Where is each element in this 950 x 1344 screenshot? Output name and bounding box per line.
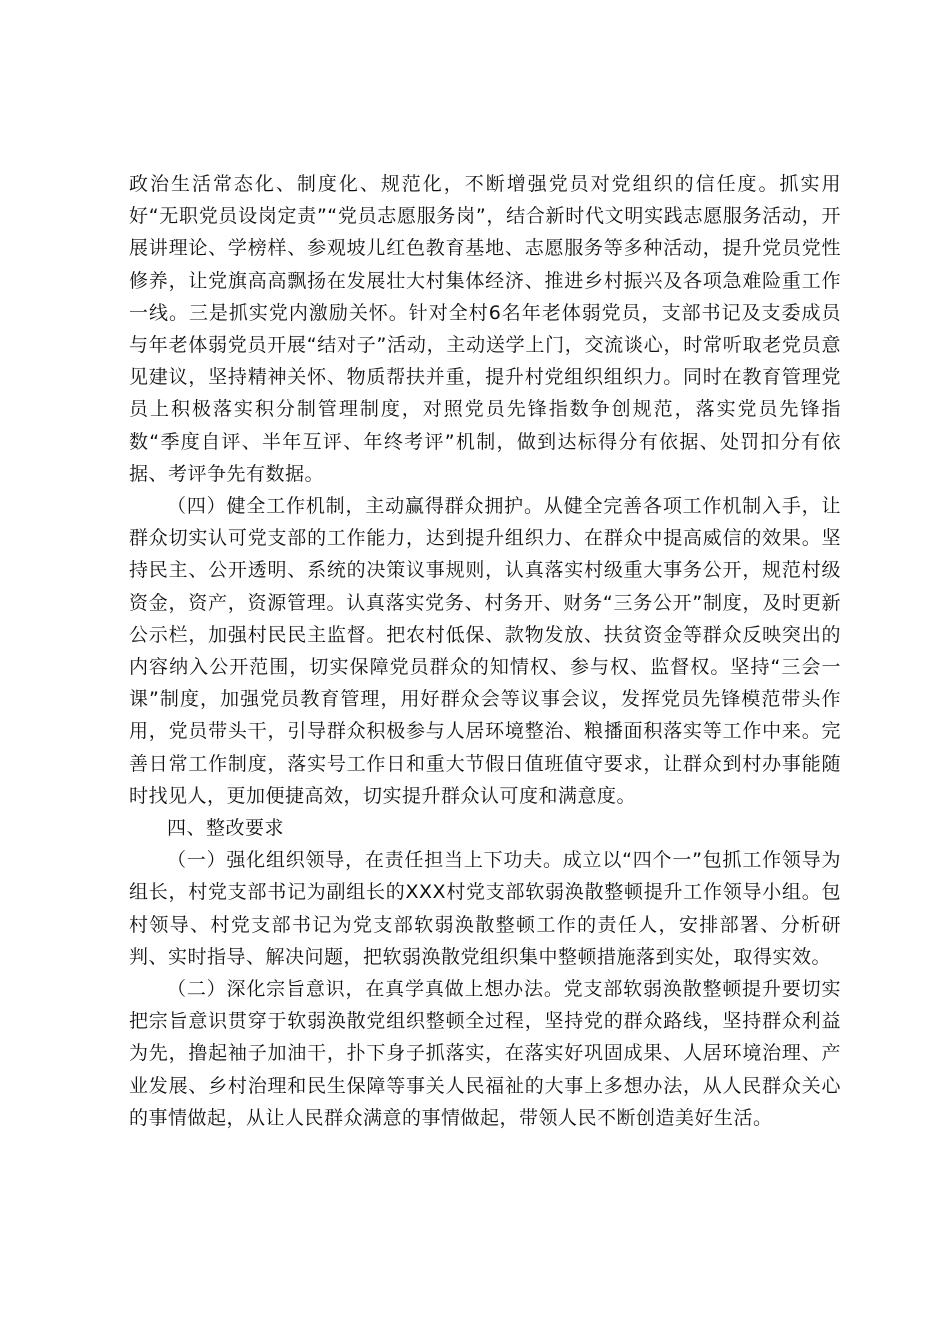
paragraph-section-4-mechanism: （四）健全工作机制，主动赢得群众拥护。从健全完善各项工作机制入手，让群众切实认可党支部的工作能力，达到提升组织力、在群众中提高威信的效果。坚持民主、公开透明、系统的决策议事规则，认真落实村级重大事务公开，规范村级资金，资产，资源管理。认真落实党务、村务开、财务“三务公开”制度，及时更新公示栏，加强村民民主监督。把农村低保、款物发放、扶贫资金等群众反映突出的内容纳入公开范围，切实保障党员群众的知情权、参与权、监督权。坚持“三会一课”制度，加强党员教育管理，用好群众会等议事会议，发挥党员先锋模范带头作用，党员带头干，引导群众积极参与人居环境整治、粮播面积落实等工作中来。完善日常工作制度，落实号工作日和重大节假日值班值守要求，让群众到村办事能随时找见人，更加便捷高效，切实提升群众认可度和满意度。: [129, 495, 841, 807]
paragraph-continuation: 政治生活常态化、制度化、规范化，不断增强党员对党组织的信任度。抓实用好“无职党员设岗定责”“党员志愿服务岗”，结合新时代文明实践志愿服务活动，开展讲理论、学榜样、参观坡儿红色教育基地、志愿服务等多种活动，提升党员党性修养，让党旗高高飘扬在发展壮大村集体经济、推进乡村振兴及各项急难险重工作一线。三是抓实党内激励关怀。针对全村6名年老体弱党员，支部书记及支委成员与年老体弱党员开展“结对子”活动，主动送学上门，交流谈心，时常听取老党员意见建议，坚持精神关怀、物质帮扶并重，提升村党组织组织力。同时在教育管理党员上积极落实积分制管理制度，对照党员先锋指数争创规范，落实党员先锋指数“季度自评、半年互评、年终考评”机制，做到达标得分有依据、处罚扣分有依据、考评争先有数据。: [129, 173, 841, 485]
document-body: [129, 168, 841, 1134]
heading-rectification-requirements: 四、整改要求: [167, 817, 285, 840]
paragraph-requirement-2: （二）深化宗旨意识，在真学真做上想办法。党支部软弱涣散整顿提升要切实把宗旨意识贯穿于软弱涣散党组织整顿全过程，坚持党的群众路线，坚持群众利益为先，撸起袖子加油干，扑下身子抓落实，在落实好巩固成果、人居环境治理、产业发展、乡村治理和民生保障等事关人民福祉的大事上多想办法，从人民群众关心的事情做起，从让人民群众满意的事情做起，带领人民不断创造美好生活。: [129, 978, 841, 1129]
paragraph-requirement-1: （一）强化组织领导，在责任担当上下功夫。成立以“四个一”包抓工作领导为组长，村党支部书记为副组长的XXX村党支部软弱涣散整顿提升工作领导小组。包村领导、村党支部书记为党支部软弱涣散整顿工作的责任人，安排部署、分析研判、实时指导、解决问题，把软弱涣散党组织集中整顿措施落到实处，取得实效。: [129, 849, 841, 968]
